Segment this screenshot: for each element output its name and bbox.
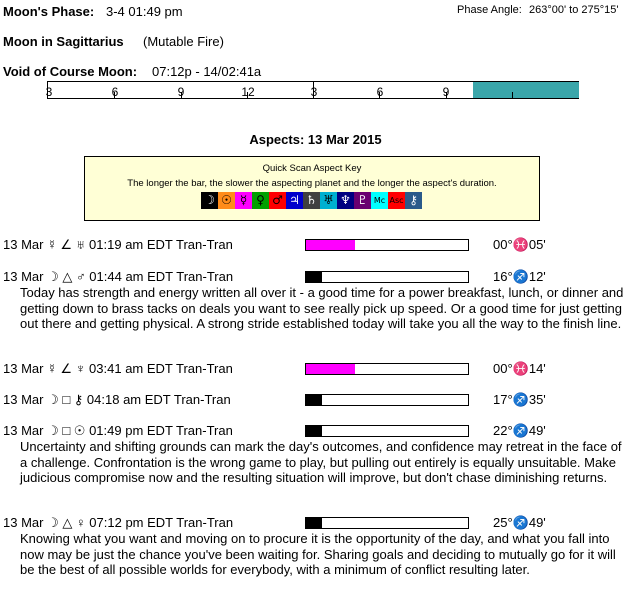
planet-glyph-row [201,192,422,209]
aspect-degree: 00°♓05' [493,237,546,252]
planet-glyph: Mc [371,192,388,209]
aspect-duration-bar [305,394,469,406]
aspect-line: 13 Mar ☽ □ ☉ 01:49 pm EDT Tran-Tran [3,423,233,438]
timeline-label: 6 [376,85,384,99]
phase-angle-label: Phase Angle: [457,4,522,16]
planet-glyph: ♇ [354,192,371,209]
aspect-description: Today has strength and energy written all over it - a good time for a power breakfast, lunch, or dinner and getting down to brass tacks on deals you want to see really pick up speed. Or a good time for just getting out there and getting physical. A strong stride established today will take you all the way to the finish line. [20,285,624,331]
moon-sign-desc: (Mutable Fire) [143,34,224,49]
timeline-label: 9 [177,85,185,99]
aspect-description: Knowing what you want and moving on to procure it is the opportunity of the day, and what you fall into now may be just the chance you've been waiting for. Sharing goals and deciding to mutually go for it will be the best of all possible worlds for everybody, with a minimum of conflict resulting later. [20,531,616,577]
planet-glyph: ☿ [235,192,252,209]
aspect-duration-fill [306,240,355,250]
timeline-label: 12 [241,85,255,99]
planet-glyph: ☉ [218,192,235,209]
planet-glyph: ♆ [337,192,354,209]
aspect-line: 13 Mar ☽ □ ⚷ 04:18 am EDT Tran-Tran [3,392,231,407]
void-of-course-fill [473,82,579,98]
phase-angle-value: 263°00' to 275°15' [529,4,619,16]
void-of-course-label: Void of Course Moon: [3,64,138,79]
void-of-course-timeline [47,81,579,99]
planet-glyph: ♄ [303,192,320,209]
aspect-key-subtitle: The longer the bar, the slower the aspecting planet and the longer the aspect's duration. [127,178,497,189]
aspects-title: Aspects: 13 Mar 2015 [249,132,382,147]
aspect-line: 13 Mar ☿ ∠ ♅ 01:19 am EDT Tran-Tran [3,237,233,252]
aspect-degree: 16°♐12' [493,269,546,284]
aspect-degree: 22°♐49' [493,423,546,438]
aspect-degree: 00°♓14' [493,361,546,376]
aspect-duration-bar [305,239,469,251]
planet-glyph: ♅ [320,192,337,209]
planet-glyph: ♀ [252,192,269,209]
aspect-duration-bar [305,425,469,437]
aspect-description: Uncertainty and shifting grounds can mark the day's outcomes, and confidence may retreat in the face of a challenge. Confrontation is the wrong game to play, but pulling out entirely is equally unsuitable. Make judicious compromise now and the resulting situation will improve, but don't chase diminishing returns. [20,439,622,485]
aspect-duration-fill [306,518,322,528]
planet-glyph: ♂ [269,192,286,209]
timeline-label: 9 [442,85,450,99]
planet-glyph: Asc [388,192,405,209]
aspect-degree: 17°♐35' [493,392,546,407]
aspect-duration-fill [306,426,322,436]
void-of-course-value: 07:12p - 14/02:41a [152,64,262,79]
aspect-duration-fill [306,364,355,374]
timeline-label: 3 [310,85,318,99]
aspect-duration-bar [305,363,469,375]
aspect-key-title: Quick Scan Aspect Key [262,163,362,174]
aspect-line: 13 Mar ☽ △ ♀ 07:12 pm EDT Tran-Tran [3,515,234,530]
aspect-duration-fill [306,272,322,282]
planet-glyph: ♃ [286,192,303,209]
aspect-key-box [84,156,540,221]
moon-sign: Moon in Sagittarius [3,34,124,49]
aspect-line: 13 Mar ☿ ∠ ♆ 03:41 am EDT Tran-Tran [3,361,233,376]
moon-phase-value: 3-4 01:49 pm [106,4,183,19]
timeline-tick [512,92,513,98]
aspect-duration-bar [305,517,469,529]
timeline-label: 6 [111,85,119,99]
aspect-duration-bar [305,271,469,283]
planet-glyph: ⚷ [405,192,422,209]
planet-glyph: ☽ [201,192,218,209]
moon-phase-label: Moon's Phase: [3,4,95,19]
timeline-label: 3 [45,85,53,99]
aspect-degree: 25°♐49' [493,515,546,530]
aspect-line: 13 Mar ☽ △ ♂ 01:44 am EDT Tran-Tran [3,269,234,284]
aspect-duration-fill [306,395,322,405]
